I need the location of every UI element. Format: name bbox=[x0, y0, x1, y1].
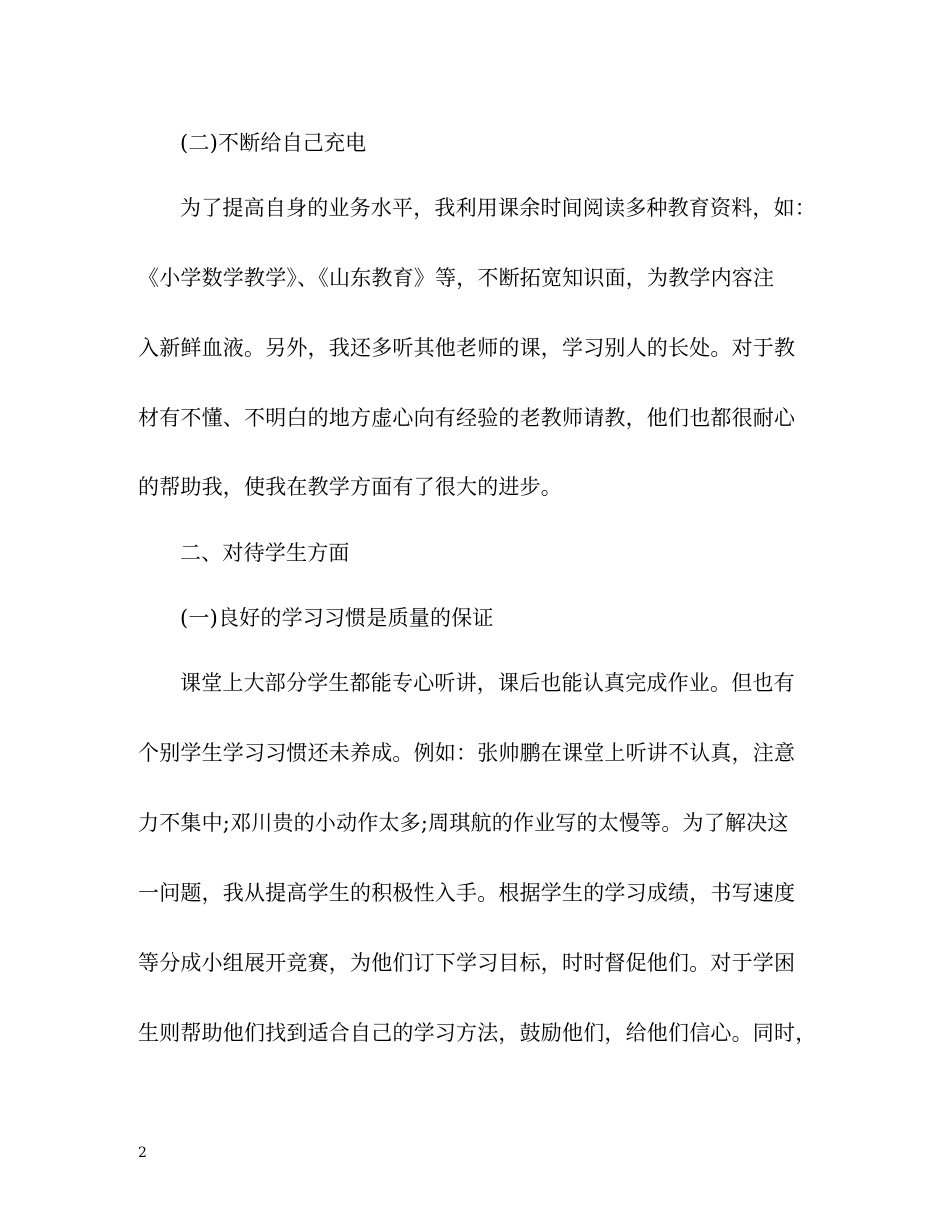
paragraph-line: 个别学生学习习惯还未养成。例如：张帅鹏在课堂上听讲不认真，注意 bbox=[138, 741, 796, 765]
paragraph-line: 为了提高自身的业务水平，我利用课余时间阅读多种教育资料，如： bbox=[180, 196, 816, 220]
paragraph-line: 的帮助我，使我在教学方面有了很大的进步。 bbox=[138, 475, 562, 499]
paragraph-line: 课堂上大部分学生都能专心听讲，课后也能认真完成作业。但也有 bbox=[180, 671, 795, 695]
paragraph-line: 生则帮助他们找到适合自己的学习方法，鼓励他们，给他们信心。同时， bbox=[138, 1021, 817, 1045]
paragraph-line: 入新鲜血液。另外，我还多听其他老师的课，学习别人的长处。对于教 bbox=[138, 336, 796, 360]
paragraph-line: 等分成小组展开竞赛，为他们订下学习目标，时时督促他们。对于学困 bbox=[138, 951, 796, 975]
section-heading-recharge: (二)不断给自己充电 bbox=[180, 131, 367, 155]
section-heading-habits: (一)良好的学习习惯是质量的保证 bbox=[180, 606, 494, 630]
paragraph-line: 《小学数学教学》、《山东教育》等，不断拓宽知识面，为教学内容注 bbox=[138, 266, 775, 290]
paragraph-line: 力不集中;邓川贵的小动作太多;周琪航的作业写的太慢等。为了解决这 bbox=[138, 811, 789, 835]
paragraph-line: 材有不懂、不明白的地方虚心向有经验的老教师请教，他们也都很耐心 bbox=[138, 406, 796, 430]
page-number: 2 bbox=[138, 1145, 147, 1161]
section-heading-students: 二、对待学生方面 bbox=[180, 541, 350, 565]
paragraph-line: 一问题，我从提高学生的积极性入手。根据学生的学习成绩，书写速度 bbox=[138, 881, 796, 905]
